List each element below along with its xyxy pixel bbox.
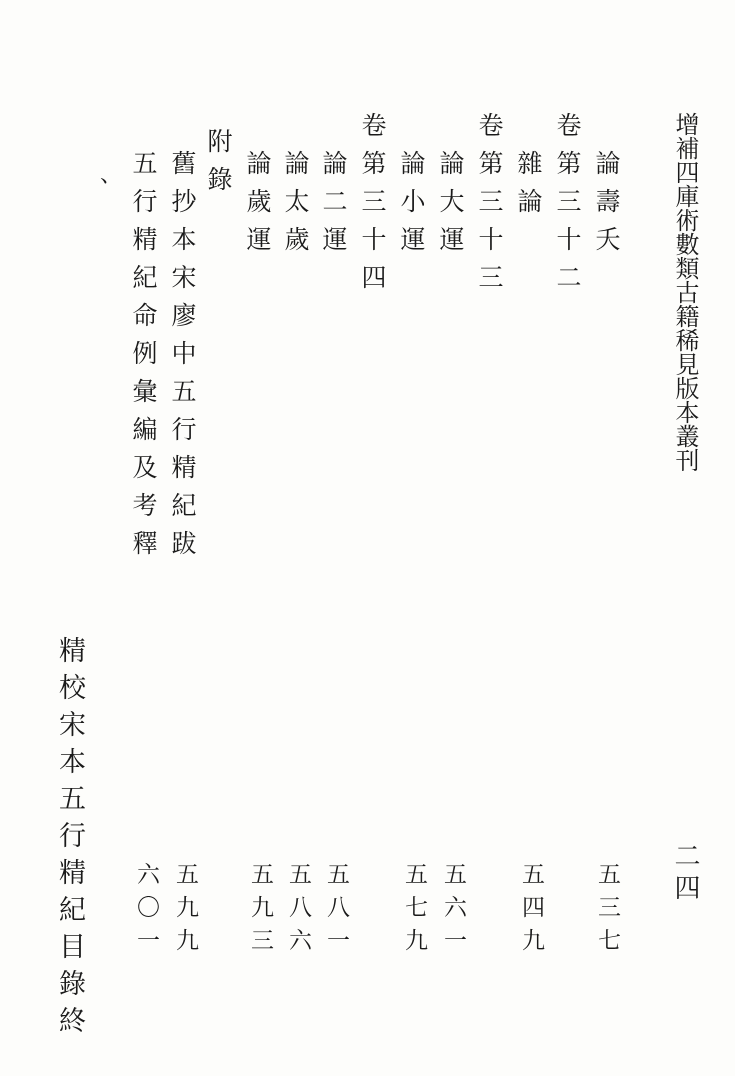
toc-entry-text: 雜論 — [514, 150, 543, 226]
toc-entry-text: 論壽夭 — [592, 150, 621, 264]
toc-entry-page: 五八一 — [323, 862, 349, 961]
series-title: 增補四庫術數類古籍稀見版本叢刊 — [671, 112, 699, 472]
toc-entry-text: 五行精紀命例彙編及考釋 — [129, 150, 158, 568]
toc-entry-page: 五三七 — [594, 862, 620, 961]
toc-entry-page: 五九三 — [247, 862, 273, 961]
toc-appendix-heading: 附錄 — [204, 128, 233, 204]
toc-entry-page: 五四九 — [518, 862, 544, 961]
toc-entry-page: 五八六 — [285, 862, 311, 961]
toc-entry-page: 五九九 — [172, 862, 198, 961]
toc-entry-page: 五七九 — [401, 862, 427, 961]
toc-volume-heading: 卷第三十四 — [358, 112, 387, 302]
toc-entry-text: 論歲運 — [243, 150, 272, 264]
toc-entry-text: 論二運 — [319, 150, 348, 264]
punctuation-mark: 、 — [100, 163, 123, 188]
toc-entry-page: 五六一 — [440, 862, 466, 961]
toc-volume-heading: 卷第三十二 — [553, 112, 582, 302]
toc-entry-page: 六〇一 — [133, 862, 159, 961]
toc-volume-heading: 卷第三十三 — [475, 112, 504, 302]
toc-closing-line: 精校宋本五行精紀目錄終 — [54, 636, 85, 1043]
toc-entry-text: 論大運 — [436, 150, 465, 264]
toc-entry-text: 論小運 — [397, 150, 426, 264]
folio-number: 二四 — [670, 842, 700, 906]
toc-entry-text: 舊抄本宋廖中五行精紀跋 — [168, 150, 197, 568]
toc-entry-text: 論太歲 — [281, 150, 310, 264]
